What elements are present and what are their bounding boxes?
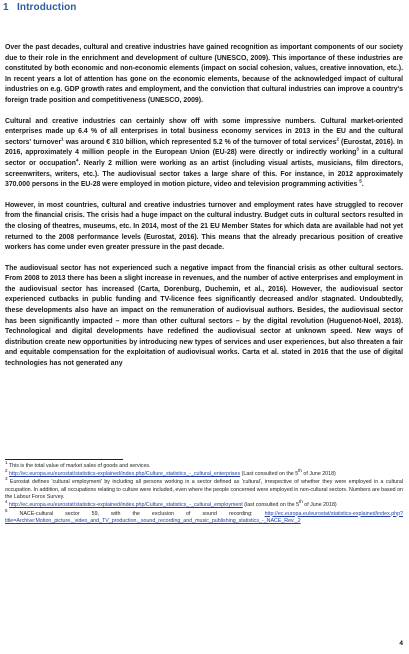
footnote-separator	[5, 459, 123, 460]
text-run: This is the total value of market sales of goods and services.	[7, 463, 151, 469]
body-paragraph	[5, 201, 403, 254]
footnote-marker: th	[298, 468, 302, 474]
section-number: 1	[3, 2, 9, 13]
footnote-marker: 3	[356, 147, 359, 153]
body-paragraph	[5, 264, 403, 370]
text-run: NACE-cultural sector 59, with the exclusion of sound recording:	[7, 510, 265, 517]
text-run: (Eurostat, 2016). In 2016, approximately 4 million people in the European Union (EU-28) were directly or indirectly working	[5, 138, 403, 157]
text-run: (Last consulted on the 5	[240, 471, 299, 478]
footnote-marker: 1	[61, 136, 64, 142]
footnote	[5, 468, 403, 482]
text-run: Cultural and creative industries can certainly show off with some impressive numbers. Cultural market-oriented enterprises made up 6.4 % of all enterprises in total business economy services in 2013 in the EU and the cultural sectors' turnover	[5, 117, 403, 146]
footnote-link[interactable]: http://ec.europa.eu/eurostat/statistics-explained/index.php?title=Archive:Motion_picture,_video_and_TV_production,_sound_recording_and_music_publishing_statistics_-_NACE_Rev._2	[5, 510, 403, 525]
section-heading	[3, 2, 77, 13]
footnote-marker: 5	[359, 178, 362, 184]
footnote	[5, 507, 403, 526]
footnote-link[interactable]: http://ec.europa.eu/eurostat/statistics-explained/index.php/Culture_statistics_-_cultural_employment	[9, 502, 243, 509]
text-run: . Nearly 2 million were working as an artist (including visual artists, musicians, film directors, screenwriters, writers, etc.). The audiovisual sector takes a large share of this. For instance, in 2012 approximately 370.000 persons in the EU-28 were employed in motion picture, video and television programming activities	[5, 159, 403, 189]
body-paragraph	[5, 117, 403, 191]
footnote-marker: 5	[5, 507, 8, 513]
footnote-marker: th	[299, 499, 303, 505]
text-run: However, in most countries, cultural and creative industries turnover and employment rates have struggled to recover from the financial crisis. The crisis had a huge impact on the cultural industry. Budget cuts in cultural sectors resulted in the closing of theatres, museums, etc. In 2014, most of the 21 EU Member States for which data are available had not yet returned to the 2008 performance levels (Eurostat, 2016). This means that the already precarious position of creative workers has come under even greater pressure in the past decade.	[5, 201, 403, 252]
text-run: of June 2018)	[301, 471, 336, 478]
footnote	[5, 476, 403, 502]
footnote-marker: 2	[5, 468, 8, 474]
footnote	[5, 499, 403, 510]
text-run: (last consulted on the 5	[242, 502, 300, 509]
footnote	[5, 460, 403, 474]
footnote-marker: 4	[75, 157, 79, 163]
text-run: The audiovisual sector has not experienced such a negative impact from the financial crisis as other cultural sectors. From 2008 to 2013 there has been a slight increase in revenues, and the number of active enterprises and employment in the audiovisual sector has increased (Carta, Dorenburg, Duchemin, et al., 2016). However, the audiovisual sector experienced cutbacks in public funding and TV-licence fees significantly decreased and/or stagnated. Undoubtedly, these developments also have an impact on the remuneration of audiovisual authors. Besides, the audiovisual sector has been significantly impacted – more than other cultural sectors – by the digital revolution (Huguenot-Noël, 2018). Technological and digital developments have redefined the audiovisual sector at unknown speed. New ways of distribution create new opportunities by introducing new types of services and user experiences, but also threaten a fair and equitable compensation for the exploitation of audiovisual works. Carta et al. stated in 2016 that the use of digital technologies has not generated any	[5, 264, 403, 368]
footnote-link[interactable]: http://ec.europa.eu/eurostat/statistics-explained/index.php/Culture_statistics_-_cultural_enterprises	[9, 471, 241, 478]
footnote-marker: 1	[5, 460, 8, 466]
page-number: 4	[399, 640, 403, 647]
text-run: Over the past decades, cultural and creative industries have gained recognition as important components of our society due to their role in the enrichment and development of culture (UNESCO, 2009). This importance of these industries are constituted by both economic and non-economic elements (impact on social cohesion, values, creative innovation, etc.). In recent years a lot of attention has gone on the economic elements, because of the acknowledged impact of cultural industries on e.g. GDP growth rates and employment, and the conviction that cultural industries can improve a country's foreign trade position and competitiveness (UNESCO, 2009).	[5, 44, 403, 104]
footnote-marker: 3	[5, 476, 8, 482]
footnote-marker: 4	[5, 499, 8, 505]
text-run: of June 2018)	[302, 502, 337, 509]
section-title: Introduction	[17, 2, 77, 13]
body-text	[5, 43, 403, 380]
text-run: .	[361, 181, 364, 189]
text-run: Eurostat defines 'cultural employment' by including all persons working in a sector defined as 'cultural', irrespective of whether they were employed in a cultural occupation. In addition, all occupations relating to culture were included, even where the people concerned were employed in non-cultural sectors. Numbers are based on the Labour Force Survey.	[5, 479, 403, 501]
footnotes	[5, 460, 403, 526]
text-run: was around € 310 billion, which represented 5.2 % of the turnover of total services	[63, 138, 337, 146]
text-run: in a cultural sector or occupation	[5, 149, 403, 167]
body-paragraph	[5, 43, 403, 107]
footnote-marker: 2	[336, 136, 339, 142]
